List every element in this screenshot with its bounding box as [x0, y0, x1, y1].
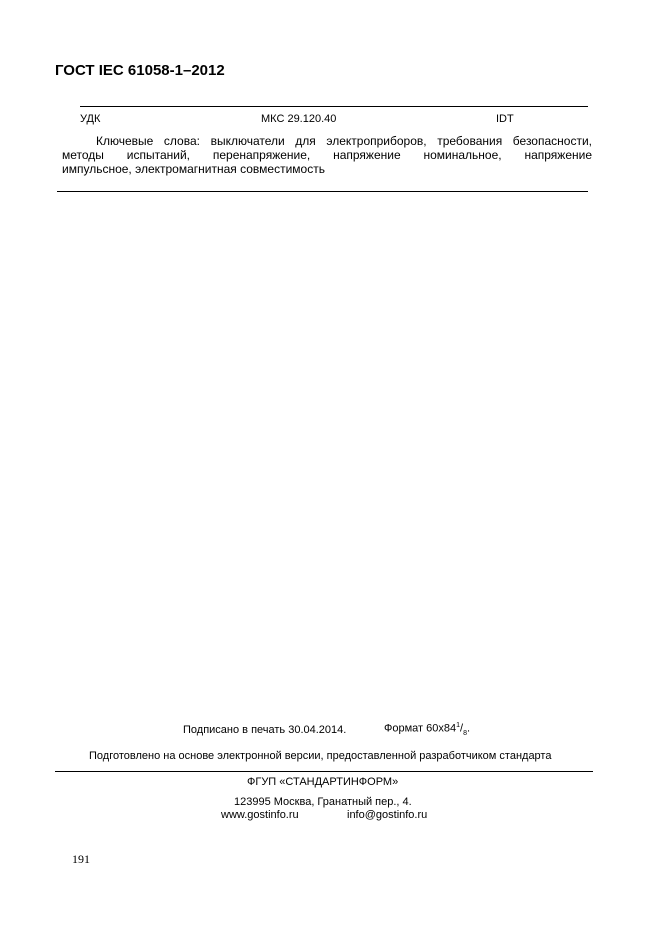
equivalence-code: IDT	[496, 113, 514, 125]
keywords-paragraph	[62, 134, 592, 176]
page-number: 191	[72, 852, 90, 866]
keywords-line: импульсное, электромагнитная совместимость	[62, 162, 325, 176]
website-link[interactable]: www.gostinfo.ru	[221, 809, 299, 821]
keywords-line: методы испытаний, перенапряжение, напряжение номинальное, напряжение	[62, 148, 592, 162]
publisher-address: 123995 Москва, Гранатный пер., 4.	[234, 796, 412, 808]
top-divider	[80, 106, 588, 107]
signed-for-print: Подписано в печать 30.04.2014.	[183, 724, 347, 736]
mks-code: МКС 29.120.40	[261, 113, 337, 125]
prepared-note: Подготовлено на основе электронной версии, предоставленной разработчиком стандарта	[89, 750, 552, 762]
format-numerator: 1	[456, 722, 461, 729]
document-title: ГОСТ IEC 61058-1–2012	[55, 62, 225, 79]
paper-format: Формат $60x84^1/_8$.	[384, 722, 471, 737]
keywords-line: Ключевые слова: выключатели для электроприборов, требования безопасности,	[96, 134, 592, 148]
format-denominator: 8	[463, 729, 467, 737]
udk-label: УДК	[80, 113, 101, 125]
format-suffix: .	[466, 722, 471, 735]
keywords-divider	[57, 191, 588, 192]
publisher-name: ФГУП «СТАНДАРТИНФОРМ»	[247, 776, 399, 788]
publisher-divider	[55, 771, 593, 772]
email-link[interactable]: info@gostinfo.ru	[347, 809, 428, 821]
paper-format-label: Формат 60x84	[384, 722, 457, 735]
